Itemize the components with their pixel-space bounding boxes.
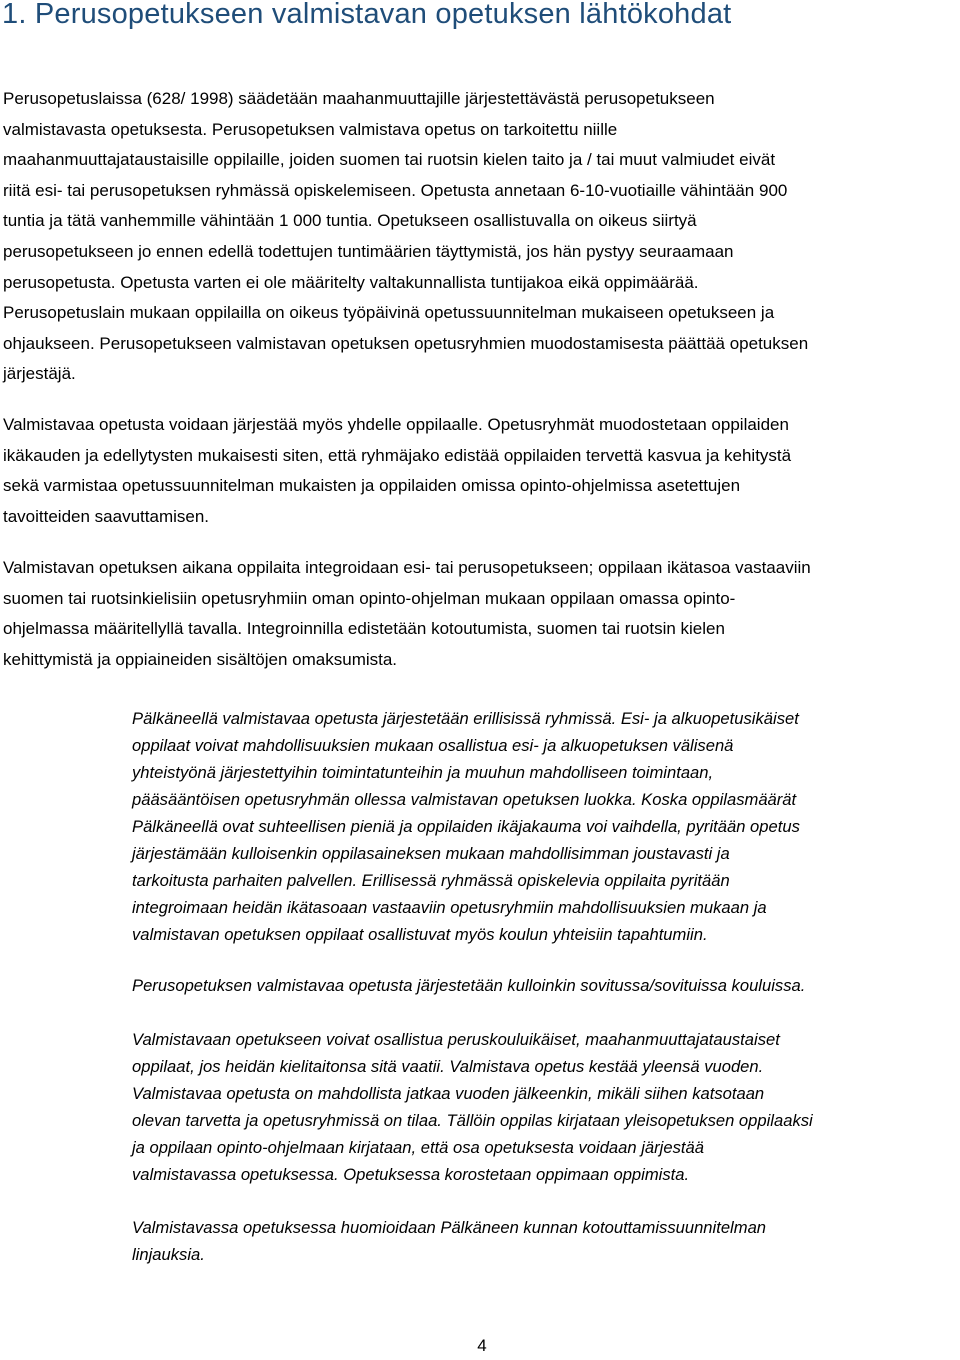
paragraph-intro: Perusopetuslaissa (628/ 1998) säädetään maahanmuuttajille järjestettävästä perusopetukseen valmistavasta opetuksesta. Perusopetuksen valmistava opetus on tarkoitettu niille maahanmuuttajataustaisille oppilaille, joiden suomen tai ruotsin kielen taito ja / tai muut valmiudet eivät riitä esi- tai perusopetuksen ryhmässä opiskelemiseen. Opetusta annetaan 6-10-vuotiaille vähintään 900 tuntia ja tätä vanhemmille vähintään 1 000 tuntia. Opetukseen osallistuvalla on oikeus siirtyä perusopetukseen jo ennen edellä todettujen tuntimäärien täyttymistä, jos hän pystyy seuraamaan perusopetusta. Opetusta varten ei ole määritelty valtakunnallista tuntijakoa eikä oppimäärää. Perusopetuslain mukaan oppilailla on oikeus työpäivinä opetussuunnitelman mukaiseen opetukseen ja ohjaukseen. Perusopetukseen valmistavan opetuksen opetusryhmien muodostamisesta päättää opetuksen järjestäjä. xyxy=(3,89,809,384)
italic-paragraph-schools: Perusopetuksen valmistavaa opetusta järjestetään kulloinkin sovitussa/sovituissa kouluissa. xyxy=(132,976,806,995)
page-heading: 1. Perusopetukseen valmistavan opetuksen lähtökohdat xyxy=(2,0,732,30)
page-number: 4 xyxy=(477,1336,487,1355)
italic-paragraph-eligibility: Valmistavaan opetukseen voivat osallistua peruskouluikäiset, maahanmuuttajataustaiset oppilaat, jos heidän kielitaitonsa sitä vaatii. Valmistava opetus kestää yleensä vuoden. Valmistavaa opetusta on mahdollista jatkaa vuoden jälkeenkin, mikäli siihen katsotaan olevan tarvetta ja opetusryhmissä on tilaa. Tällöin oppilas kirjataan yleisopetuksen oppilaaksi ja oppilaan opinto-ohjelmaan kirjataan, että osa opetuksesta voidaan järjestää valmistavassa opetuksessa. Opetuksessa korostetaan oppimaan oppimista. xyxy=(132,1030,813,1184)
paragraph-integration: Valmistavan opetuksen aikana oppilaita integroidaan esi- tai perusopetukseen; oppilaan ikätasoa vastaaviin suomen tai ruotsinkielisiin opetusryhmiin oman opinto-ohjelman mukaan oppilaan omassa opinto- ohjelmassa määritellyllä tavalla. Integroinnilla edistetään kotoutumista, suomen tai ruotsin kielen kehittymistä ja oppiaineiden sisältöjen omaksumista. xyxy=(3,558,811,669)
paragraph-group-formation: Valmistavaa opetusta voidaan järjestää myös yhdelle oppilaalle. Opetusryhmät muodostetaan oppilaiden ikäkauden ja edellytysten mukaisesti siten, että ryhmäjako edistää oppilaiden tervettä kasvua ja kehitystä sekä varmistaa opetussuunnitelman mukaisten ja oppilaiden omissa opinto-ohjelmissa asetettujen tavoitteiden saavuttamisen. xyxy=(3,415,792,526)
italic-paragraph-integration-plan: Valmistavassa opetuksessa huomioidaan Pälkäneen kunnan kotouttamissuunnitelman linjauksia. xyxy=(132,1218,767,1264)
italic-paragraph-palkane-groups: Pälkäneellä valmistavaa opetusta järjestetään erillisissä ryhmissä. Esi- ja alkuopetusikäiset oppilaat voivat mahdollisuuksien mukaan osallistua esi- ja alkuopetuksen välisenä yhteistyönä järjestettyihin toimintatunteihin ja muuhun mahdolliseen toimintaan, pääsääntöisen opetusryhmän ollessa valmistavan opetuksen luokka. Koska oppilasmäärät Pälkäneellä ovat suhteellisen pieniä ja oppilaiden ikäjakauma voi vaihdella, pyritään opetus järjestämään kulloisenkin oppilasaineksen mukaan mahdollisimman joustavasti ja tarkoitusta parhaiten palvellen. Erillisessä ryhmässä opiskelevia oppilaita pyritään integroimaan heidän ikätasoaan vastaaviin opetusryhmiin mahdollisuuksien mukaan ja valmistavan opetuksen oppilaat osallistuvat myös koulun yhteisiin tapahtumiin. xyxy=(132,709,800,944)
